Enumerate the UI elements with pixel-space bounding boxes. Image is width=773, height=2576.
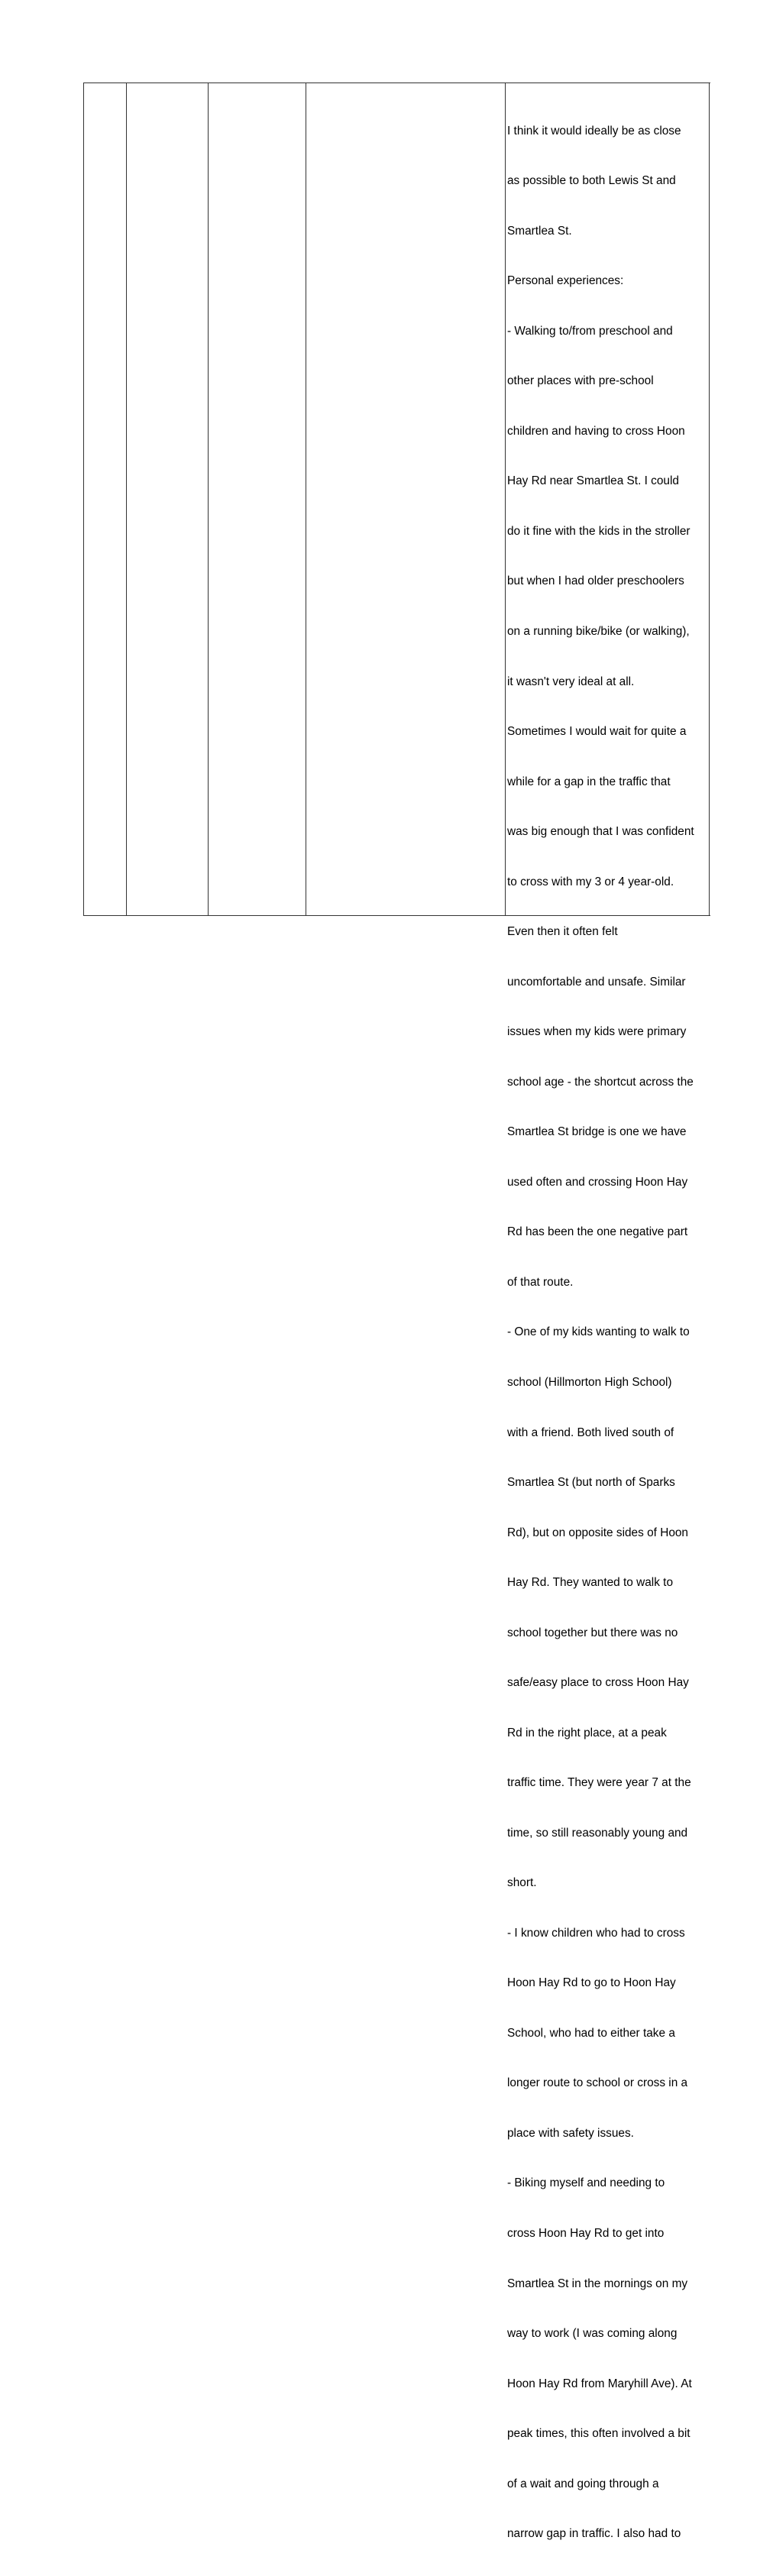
comment-line: school (Hillmorton High School)	[507, 1375, 672, 1389]
comment-line: uncomfortable and unsafe. Similar	[507, 975, 686, 989]
comment-line: was big enough that I was confident	[507, 825, 694, 839]
comment-line: Smartlea St (but north of Sparks	[507, 1476, 675, 1490]
comment-line: do it fine with the kids in the stroller	[507, 524, 691, 538]
comment-line: I think it would ideally be as close	[507, 124, 681, 138]
comment-line: school age - the shortcut across the	[507, 1075, 694, 1089]
comment-line: Rd in the right place, at a peak	[507, 1726, 667, 1739]
comment-line: of a wait and going through a	[507, 2477, 659, 2490]
comment-line: it wasn't very ideal at all.	[507, 675, 635, 688]
table-right-border	[709, 83, 710, 916]
comment-line: while for a gap in the traffic that	[507, 775, 671, 788]
table-cell-col-4	[306, 83, 505, 916]
comment-line: on a running bike/bike (or walking),	[507, 625, 690, 638]
comment-line: peak times, this often involved a bit	[507, 2427, 691, 2441]
comment-line: place with safety issues.	[507, 2126, 634, 2140]
comment-line: Hoon Hay Rd from Maryhill Ave). At	[507, 2377, 692, 2390]
comment-line: as possible to both Lewis St and	[507, 174, 676, 188]
comment-line: Smartlea St in the mornings on my	[507, 2277, 688, 2290]
comment-line: Hay Rd. They wanted to walk to	[507, 1576, 674, 1590]
table-cell-col-3	[208, 83, 306, 916]
column-divider-4	[505, 83, 506, 916]
comment-cell-text	[507, 89, 709, 2576]
comment-line: School, who had to either take a	[507, 2026, 675, 2040]
comment-line: Rd), but on opposite sides of Hoon	[507, 1526, 688, 1539]
response-table	[83, 83, 710, 2541]
comment-line: way to work (I was coming along	[507, 2327, 678, 2341]
comment-line: other places with pre-school	[507, 374, 654, 388]
comment-line: Hoon Hay Rd to go to Hoon Hay	[507, 1976, 676, 1990]
comment-line: - Biking myself and needing to	[507, 2176, 665, 2190]
comment-line: Personal experiences:	[507, 274, 624, 288]
comment-line: children and having to cross Hoon	[507, 424, 685, 438]
comment-line: longer route to school or cross in a	[507, 2076, 688, 2090]
comment-line: Smartlea St.	[507, 224, 572, 238]
comment-line: - One of my kids wanting to walk to	[507, 1325, 690, 1339]
comment-line: short.	[507, 1876, 537, 1890]
comment-line: to cross with my 3 or 4 year-old.	[507, 875, 674, 888]
comment-line: Hay Rd near Smartlea St. I could	[507, 474, 679, 488]
comment-line: safe/easy place to cross Hoon Hay	[507, 1676, 689, 1690]
comment-line: cross Hoon Hay Rd to get into	[507, 2227, 665, 2240]
comment-line: but when I had older preschoolers	[507, 574, 684, 588]
comment-line: Smartlea St bridge is one we have	[507, 1125, 687, 1139]
table-cell-col-1	[83, 83, 126, 916]
comment-line: Rd has been the one negative part	[507, 1225, 688, 1239]
comment-line: used often and crossing Hoon Hay	[507, 1175, 688, 1189]
comment-line: time, so still reasonably young and	[507, 1826, 688, 1840]
comment-line: Even then it often felt	[507, 925, 618, 939]
comment-line: issues when my kids were primary	[507, 1025, 687, 1039]
comment-line: - I know children who had to cross	[507, 1926, 685, 1940]
table-cell-col-2	[126, 83, 208, 916]
comment-line: Sometimes I would wait for quite a	[507, 725, 687, 739]
comment-line: of that route.	[507, 1275, 574, 1289]
comment-line: - Walking to/from preschool and	[507, 324, 673, 338]
comment-line: narrow gap in traffic. I also had to	[507, 2527, 681, 2541]
comment-line: traffic time. They were year 7 at the	[507, 1776, 691, 1790]
comment-line: with a friend. Both lived south of	[507, 1426, 674, 1439]
comment-line: school together but there was no	[507, 1626, 678, 1639]
